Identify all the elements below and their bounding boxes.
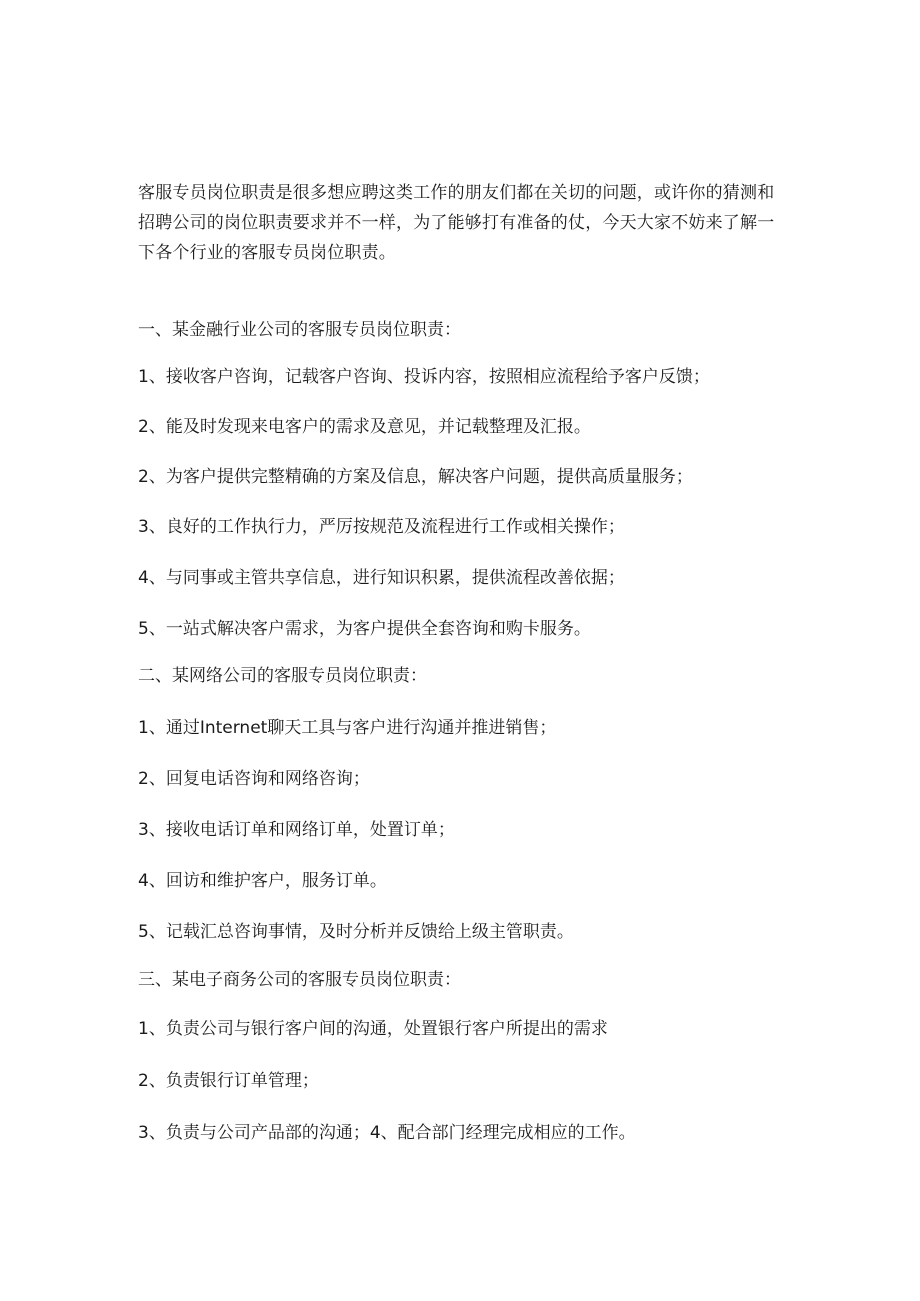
section-2-heading: 二、某网络公司的客服专员岗位职责：: [138, 666, 427, 686]
intro-paragraph: 客服专员岗位职责是很多想应聘这类工作的朋友们都在关切的问题，或许你的猜测和招聘公司的岗位职责要求并不一样，为了能够打有准备的仗，今天大家不妨来了解一下各个行业的客服专员岗位职责。: [138, 183, 775, 263]
section-1-item-6: 5、一站式解决客户需求，为客户提供全套咨询和购卡服务。: [138, 619, 591, 639]
section-2-item-2: 2、回复电话咨询和网络咨询；: [138, 769, 370, 789]
section-3-item-3: 3、负责与公司产品部的沟通；4、配合部门经理完成相应的工作。: [138, 1123, 636, 1143]
section-1-item-5: 4、与同事或主管共享信息，进行知识积累，提供流程改善依据；: [138, 568, 625, 588]
section-2-item-3: 3、接收电话订单和网络订单，处置订单；: [138, 820, 455, 840]
section-1-item-4: 3、良好的工作执行力，严厉按规范及流程进行工作或相关操作；: [138, 517, 625, 537]
section-3-heading: 三、某电子商务公司的客服专员岗位职责：: [138, 970, 461, 990]
section-2-item-4: 4、回访和维护客户，服务订单。: [138, 871, 387, 891]
section-1-item-3: 2、为客户提供完整精确的方案及信息，解决客户问题，提供高质量服务；: [138, 467, 693, 487]
section-3-item-1: 1、负责公司与银行客户间的沟通，处置银行客户所提出的需求: [138, 1019, 608, 1039]
section-2-item-1: 1、通过Internet聊天工具与客户进行沟通并推进销售；: [138, 718, 557, 738]
section-1-heading: 一、某金融行业公司的客服专员岗位职责：: [138, 320, 461, 340]
section-2-item-5: 5、记载汇总咨询事情，及时分析并反馈给上级主管职责。: [138, 922, 574, 942]
section-3-item-2: 2、负责银行订单管理；: [138, 1071, 319, 1091]
section-1-item-2: 2、能及时发现来电客户的需求及意见，并记载整理及汇报。: [138, 417, 591, 437]
section-1-item-1: 1、接收客户咨询，记载客户咨询、投诉内容，按照相应流程给予客户反馈；: [138, 367, 710, 387]
